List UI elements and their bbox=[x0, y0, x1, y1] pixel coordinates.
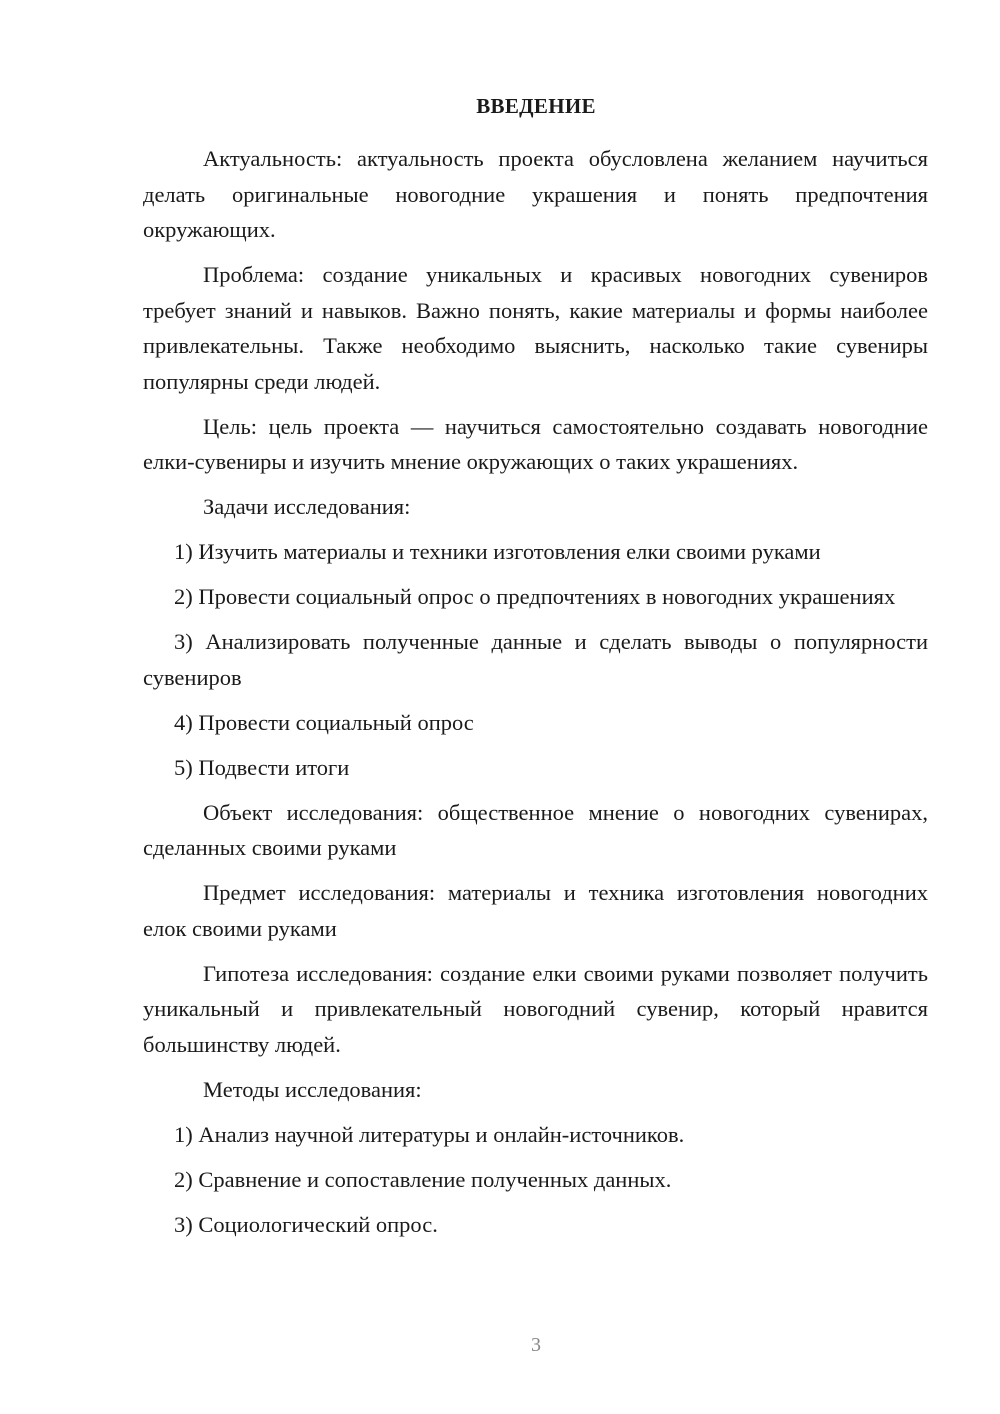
method-item-2: 2) Сравнение и сопоставление полученных данных. bbox=[174, 1166, 672, 1192]
task-item-4: 4) Провести социальный опрос bbox=[174, 709, 474, 735]
method-item-3: 3) Социологический опрос. bbox=[174, 1211, 438, 1237]
section-title: ВВЕДЕНИЕ bbox=[476, 94, 596, 118]
task-item-1: 1) Изучить материалы и техники изготовления елки своими руками bbox=[174, 539, 821, 564]
subject-paragraph: Предмет исследования: материалы и техника изготовления новогодних елок своими руками bbox=[143, 880, 928, 941]
relevance-paragraph: Актуальность: актуальность проекта обусловлена желанием научиться делать оригинальные новогодние украшения и понять предпочтения окружающих. bbox=[143, 146, 928, 242]
introduction-body bbox=[143, 141, 928, 1252]
methods-heading: Методы исследования: bbox=[203, 1076, 422, 1102]
task-item-2: 2) Провести социальный опрос о предпочтениях в новогодних украшениях bbox=[174, 584, 896, 609]
task-item-5: 5) Подвести итоги bbox=[174, 754, 350, 780]
goal-paragraph: Цель: цель проекта — научиться самостоятельно создавать новогодние елки-сувениры и изучить мнение окружающих о таких украшениях. bbox=[143, 413, 928, 474]
page-number: 3 bbox=[531, 1334, 541, 1356]
tasks-heading: Задачи исследования: bbox=[203, 494, 411, 519]
hypothesis-paragraph: Гипотеза исследования: создание елки своими руками позволяет получить уникальный и привлекательный новогодний сувенир, который нравится большинству людей. bbox=[143, 960, 928, 1057]
problem-paragraph: Проблема: создание уникальных и красивых новогодних сувениров требует знаний и навыков. Важно понять, какие материалы и формы наиболее привлекательны. Также необходимо выяснить, насколько такие сувениры популярны среди людей. bbox=[143, 262, 928, 394]
task-item-3: 3) Анализировать полученные данные и сделать выводы о популярности сувениров bbox=[143, 629, 928, 690]
object-paragraph: Объект исследования: общественное мнение о новогодних сувенирах, сделанных своими руками bbox=[143, 799, 928, 860]
method-item-1: 1) Анализ научной литературы и онлайн-источников. bbox=[174, 1121, 685, 1147]
